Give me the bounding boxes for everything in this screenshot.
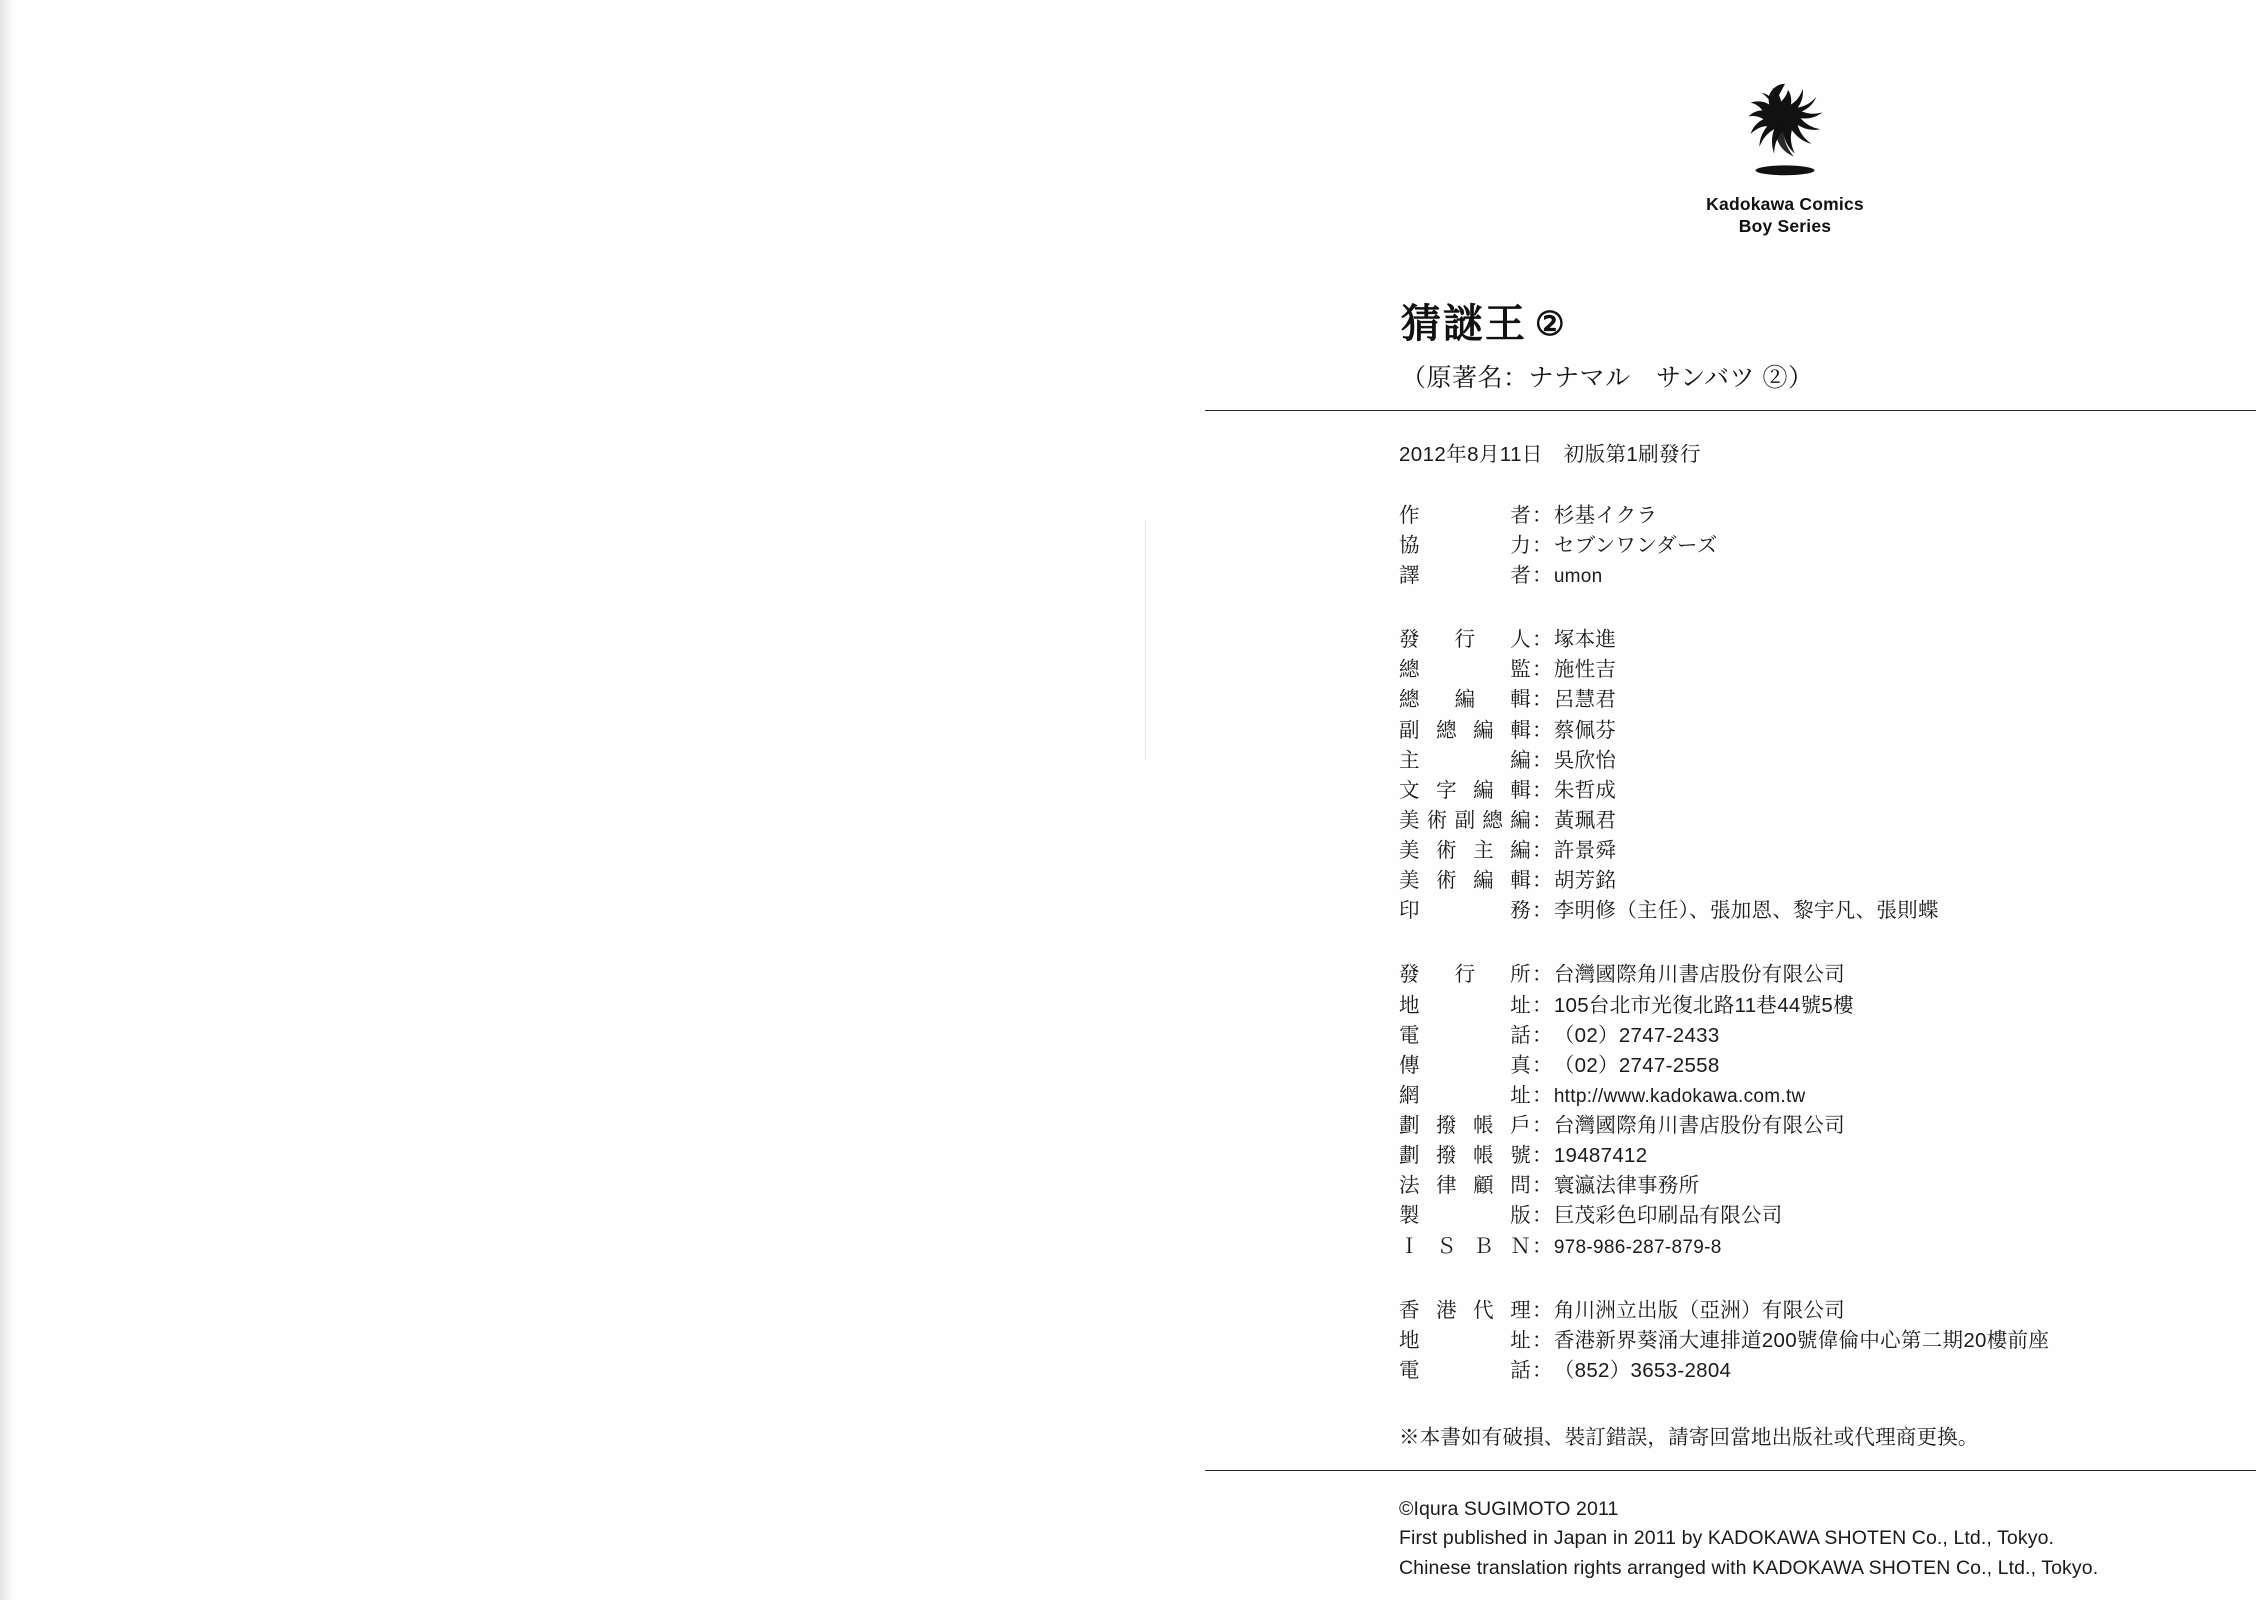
credit-separator: ： xyxy=(1532,899,1553,923)
publisher-value: 台灣國際角川書店股份有限公司 xyxy=(1553,963,1846,987)
hongkong-label: 電 話 xyxy=(1399,1358,1531,1382)
publisher-label: 地 址 xyxy=(1399,993,1531,1017)
credit-separator: ： xyxy=(1532,658,1553,682)
credit-row xyxy=(1399,776,2175,806)
credit-label: 美術編輯 xyxy=(1399,869,1531,893)
credit-value: 蔡佩芬 xyxy=(1553,718,1617,742)
credit-separator: ： xyxy=(1532,869,1553,893)
title-block xyxy=(1395,302,2175,394)
credit-label: 印 務 xyxy=(1399,899,1531,923)
credit-row xyxy=(1399,531,2175,561)
publisher-row xyxy=(1399,1111,2175,1141)
credit-value: 呂慧君 xyxy=(1553,688,1617,712)
credit-row xyxy=(1399,655,2175,685)
publisher-separator: ： xyxy=(1532,963,1553,987)
hongkong-row xyxy=(1399,1356,2175,1386)
hongkong-row xyxy=(1399,1296,2175,1326)
credit-row xyxy=(1399,866,2175,896)
credits-staff-group xyxy=(1395,625,2175,926)
publisher-row xyxy=(1399,1232,2175,1262)
hongkong-label: 香港代理 xyxy=(1399,1298,1531,1322)
publisher-separator: ： xyxy=(1532,1204,1553,1228)
credit-row xyxy=(1399,561,2175,591)
hongkong-info-group xyxy=(1395,1296,2175,1386)
publisher-value: 台灣國際角川書店股份有限公司 xyxy=(1553,1114,1846,1137)
publisher-value: 105台北市光復北路11巷44號5樓 xyxy=(1553,993,1854,1017)
credit-row xyxy=(1399,716,2175,746)
publisher-separator: ： xyxy=(1532,1174,1553,1198)
credit-label: 主 編 xyxy=(1399,748,1531,772)
credit-separator: ： xyxy=(1532,564,1553,587)
publisher-label: 網 址 xyxy=(1399,1083,1531,1107)
publisher-label: 發 行 所 xyxy=(1399,963,1531,987)
credit-separator: ： xyxy=(1532,533,1553,557)
credit-label: 美術主編 xyxy=(1399,839,1531,862)
publisher-row xyxy=(1399,1141,2175,1171)
hongkong-value: （852）3653-2804 xyxy=(1553,1358,1732,1382)
hongkong-label: 地 址 xyxy=(1399,1328,1531,1352)
credit-row xyxy=(1399,625,2175,655)
credit-row xyxy=(1399,685,2175,715)
credit-label: 總 編 輯 xyxy=(1399,688,1531,712)
credit-separator: ： xyxy=(1532,503,1553,527)
copyright-line-1: ©Iqura SUGIMOTO 2011 xyxy=(1399,1498,1619,1520)
logo-line-1: Kadokawa Comics xyxy=(1706,194,1864,214)
publication-date: 2012年8月11日 初版第1刷發行 xyxy=(1399,442,1701,466)
publisher-label: 劃撥帳戶 xyxy=(1399,1114,1531,1137)
hongkong-separator: ： xyxy=(1532,1298,1553,1322)
credit-separator: ： xyxy=(1532,808,1553,832)
credit-value: 胡芳銘 xyxy=(1553,869,1617,893)
publisher-row xyxy=(1399,1051,2175,1081)
credit-row xyxy=(1399,746,2175,776)
logo-line-2: Boy Series xyxy=(1738,215,1832,236)
credit-row xyxy=(1399,896,2175,926)
credit-row xyxy=(1399,806,2175,836)
credit-label: 總 監 xyxy=(1399,658,1531,682)
replacement-note: ※本書如有破損、裝訂錯誤，請寄回當地出版社或代理商更換。 xyxy=(1399,1426,1979,1449)
isbn-value: 978-986-287-879-8 xyxy=(1553,1236,1722,1258)
credit-separator: ： xyxy=(1532,748,1553,772)
colophon-block xyxy=(1395,80,2175,1583)
hongkong-value: 香港新界葵涌大連排道200號偉倫中心第二期20樓前座 xyxy=(1553,1328,2050,1352)
hongkong-separator: ： xyxy=(1532,1328,1553,1352)
publisher-label: 劃撥帳號 xyxy=(1399,1144,1531,1168)
credit-value: 施性吉 xyxy=(1553,658,1617,682)
credits-primary-group xyxy=(1395,501,2175,591)
publisher-label: 製 版 xyxy=(1399,1204,1531,1228)
credit-row xyxy=(1399,501,2175,531)
credit-label: 譯 者 xyxy=(1399,564,1531,587)
publisher-separator: ： xyxy=(1532,1234,1553,1258)
publisher-separator: ： xyxy=(1532,1114,1553,1137)
book-title xyxy=(1401,302,2175,346)
credit-label: 協 力 xyxy=(1399,533,1531,557)
credit-value: 黃珮君 xyxy=(1553,808,1617,832)
hongkong-value: 角川洲立出版（亞洲）有限公司 xyxy=(1553,1298,1846,1322)
publisher-row xyxy=(1399,960,2175,990)
publisher-separator: ： xyxy=(1532,1053,1553,1077)
publisher-logo-block xyxy=(1395,80,2175,238)
copyright-block xyxy=(1395,1495,2175,1583)
book-volume-number: ② xyxy=(1535,304,1567,342)
book-title-text: 猜謎王 xyxy=(1401,301,1527,346)
hongkong-separator: ： xyxy=(1532,1358,1553,1382)
credit-label: 文字編輯 xyxy=(1399,778,1531,802)
publisher-info-group xyxy=(1395,960,2175,1261)
publisher-label: 法律顧問 xyxy=(1399,1174,1531,1198)
publisher-separator: ： xyxy=(1532,1023,1553,1047)
publisher-label: 電 話 xyxy=(1399,1023,1531,1047)
credit-label: 發 行 人 xyxy=(1399,628,1531,652)
publisher-website[interactable]: http://www.kadokawa.com.tw xyxy=(1553,1085,1806,1107)
copyright-line-3: Chinese translation rights arranged with KADOKAWA SHOTEN Co., Ltd., Tokyo. xyxy=(1399,1556,2099,1579)
credit-separator: ： xyxy=(1532,839,1553,862)
publisher-row xyxy=(1399,991,2175,1021)
credit-value: 塚本進 xyxy=(1553,628,1617,652)
divider-bottom xyxy=(1205,1470,2256,1471)
credit-row xyxy=(1399,836,2175,866)
publisher-value: 19487412 xyxy=(1553,1144,1648,1168)
publisher-logo-text xyxy=(1706,194,1864,238)
credit-value: 吳欣怡 xyxy=(1553,748,1617,772)
publisher-value: 巨茂彩色印刷品有限公司 xyxy=(1553,1204,1783,1228)
credit-value: 杉基イクラ xyxy=(1553,503,1658,527)
credit-separator: ： xyxy=(1532,688,1553,712)
page-gutter-line xyxy=(1145,520,1146,760)
credit-label: 美術副總編 xyxy=(1399,808,1531,832)
credit-value: 李明修（主任）、張加恩、黎宇凡、張則蝶 xyxy=(1553,899,1939,923)
publisher-separator: ： xyxy=(1532,993,1553,1017)
credit-label: 作 者 xyxy=(1399,503,1531,527)
publisher-row xyxy=(1399,1081,2175,1111)
credit-separator: ： xyxy=(1532,628,1553,652)
publisher-row xyxy=(1399,1201,2175,1231)
phoenix-bird-logo-icon xyxy=(1726,80,1844,188)
publisher-row xyxy=(1399,1021,2175,1051)
credit-label: 副總編輯 xyxy=(1399,718,1531,742)
publisher-value: （02）2747-2433 xyxy=(1553,1023,1720,1047)
publisher-value: 寰瀛法律事務所 xyxy=(1553,1174,1700,1198)
credit-separator: ： xyxy=(1532,718,1553,742)
publisher-separator: ： xyxy=(1532,1083,1553,1107)
page-edge-shadow xyxy=(0,0,14,1600)
credit-value: 許景舜 xyxy=(1553,839,1617,862)
publisher-separator: ： xyxy=(1532,1144,1553,1168)
credit-value: セブンワンダーズ xyxy=(1553,533,1718,557)
credit-value: umon xyxy=(1553,566,1603,587)
publisher-row xyxy=(1399,1171,2175,1201)
publisher-label: 傳 真 xyxy=(1399,1053,1531,1077)
credit-separator: ： xyxy=(1532,778,1553,802)
copyright-line-2: First published in Japan in 2011 by KADOKAWA SHOTEN Co., Ltd., Tokyo. xyxy=(1399,1527,2055,1550)
credit-value: 朱哲成 xyxy=(1553,778,1617,802)
divider-top xyxy=(1205,410,2256,411)
publisher-value: （02）2747-2558 xyxy=(1553,1053,1720,1077)
hongkong-row xyxy=(1399,1326,2175,1356)
isbn-label: Ｉ Ｓ Ｂ Ｎ xyxy=(1399,1234,1531,1258)
original-title: （原著名：ナナマル サンバツ ②） xyxy=(1401,363,1814,392)
